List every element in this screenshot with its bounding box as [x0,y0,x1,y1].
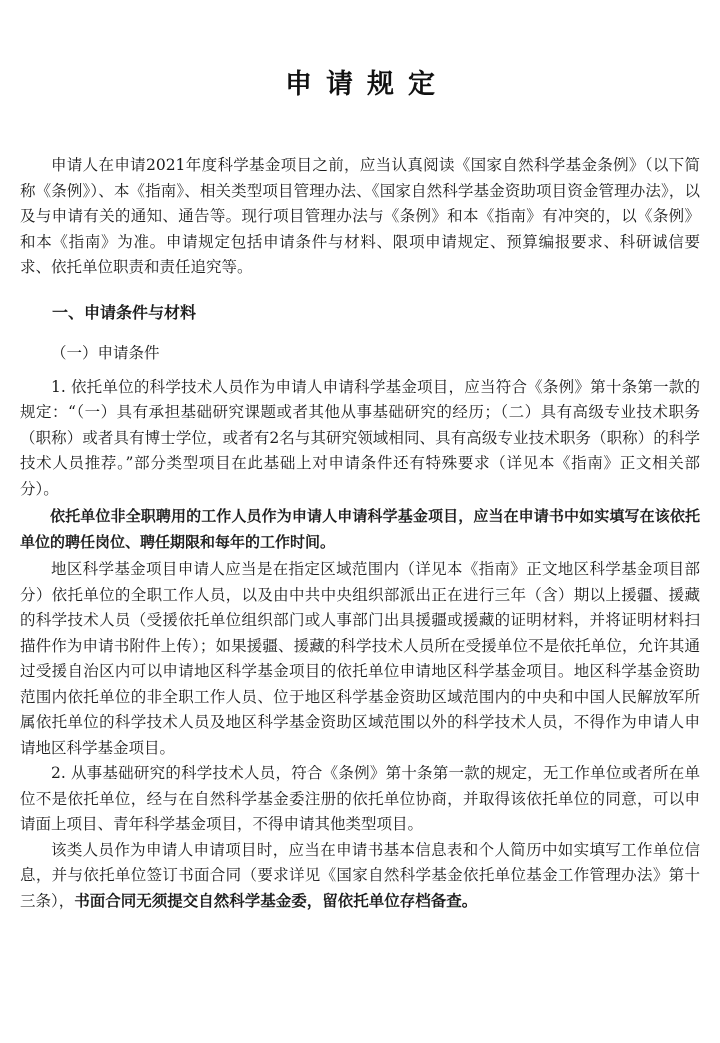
intro-paragraph: 申请人在申请2021年度科学基金项目之前，应当认真阅读《国家自然科学基金条例》（以下简称《条例》）、本《指南》、相关类型项目管理办法、《国家自然科学基金资助项目资金管理办法》，以及与申请有关的通知、通告等。现行项目管理办法与《条例》和本《指南》有冲突的，以《条例》和本《指南》为准。申请规定包括申请条件与材料、限项申请规定、预算编报要求、科研诚信要求、依托单位职责和责任追究等。 [20,156,700,276]
contract-text-emphasis: 书面合同无须提交自然科学基金委，留依托单位存档备查。 [74,891,478,910]
paragraph-contract-requirement [20,838,700,915]
page-title: 申请规定 [285,69,449,100]
contract-text: 该类人员作为申请人申请项目时，应当在申请书基本信息表和个人简历中如实填写工作单位信息，并与依托单位签订书面合同（要求详见《国家自然科学基金依托单位基金工作管理办法》第十三条）， [20,840,700,910]
paragraph-eligibility-1: 1. 依托单位的科学技术人员作为申请人申请科学基金项目，应当符合《条例》第十条第一款的规定：“（一）具有承担基础研究课题或者其他从事基础研究的经历；（二）具有高级专业技术职务（职称）或者具有博士学位，或者有2名与其研究领域相同、具有高级专业技术职务（职称）的科学技术人员推荐。”部分类型项目在此基础上对申请条件还有特殊要求（详见本《指南》正文相关部分）。 [20,377,700,498]
paragraph-eligibility-2: 2. 从事基础研究的科学技术人员，符合《条例》第十条第一款的规定，无工作单位或者所在单位不是依托单位，经与在自然科学基金委注册的依托单位协商，并取得该依托单位的同意，可以申请面上项目、青年科学基金项目，不得申请其他类型项目。 [20,764,700,833]
section-heading-application-conditions: 一、申请条件与材料 [52,302,197,322]
paragraph-part-time-staff: 依托单位非全职聘用的工作人员作为申请人申请科学基金项目，应当在申请书中如实填写在该依托单位的聘任岗位、聘任期限和每年的工作时间。 [20,507,700,551]
paragraph-regional-fund: 地区科学基金项目申请人应当是在指定区域范围内（详见本《指南》正文地区科学基金项目部分）依托单位的全职工作人员，以及由中共中央组织部派出正在进行三年（含）期以上援疆、援藏的科学技术人员（受援依托单位组织部门或人事部门出具援疆或援藏的证明材料，并将证明材料扫描件作为申请书附件上传）；如果援疆、援藏的科学技术人员所在受援单位不是依托单位，允许其通过受援自治区内可以申请地区科学基金项目的依托单位申请地区科学基金项目。地区科学基金资助范围内依托单位的非全职工作人员、位于地区科学基金资助区域范围内的中央和中国人民解放军所属依托单位的科学技术人员及地区科学基金资助区域范围以外的科学技术人员，不得作为申请人申请地区科学基金项目。 [20,560,700,757]
subsection-heading-conditions: （一）申请条件 [51,343,160,362]
